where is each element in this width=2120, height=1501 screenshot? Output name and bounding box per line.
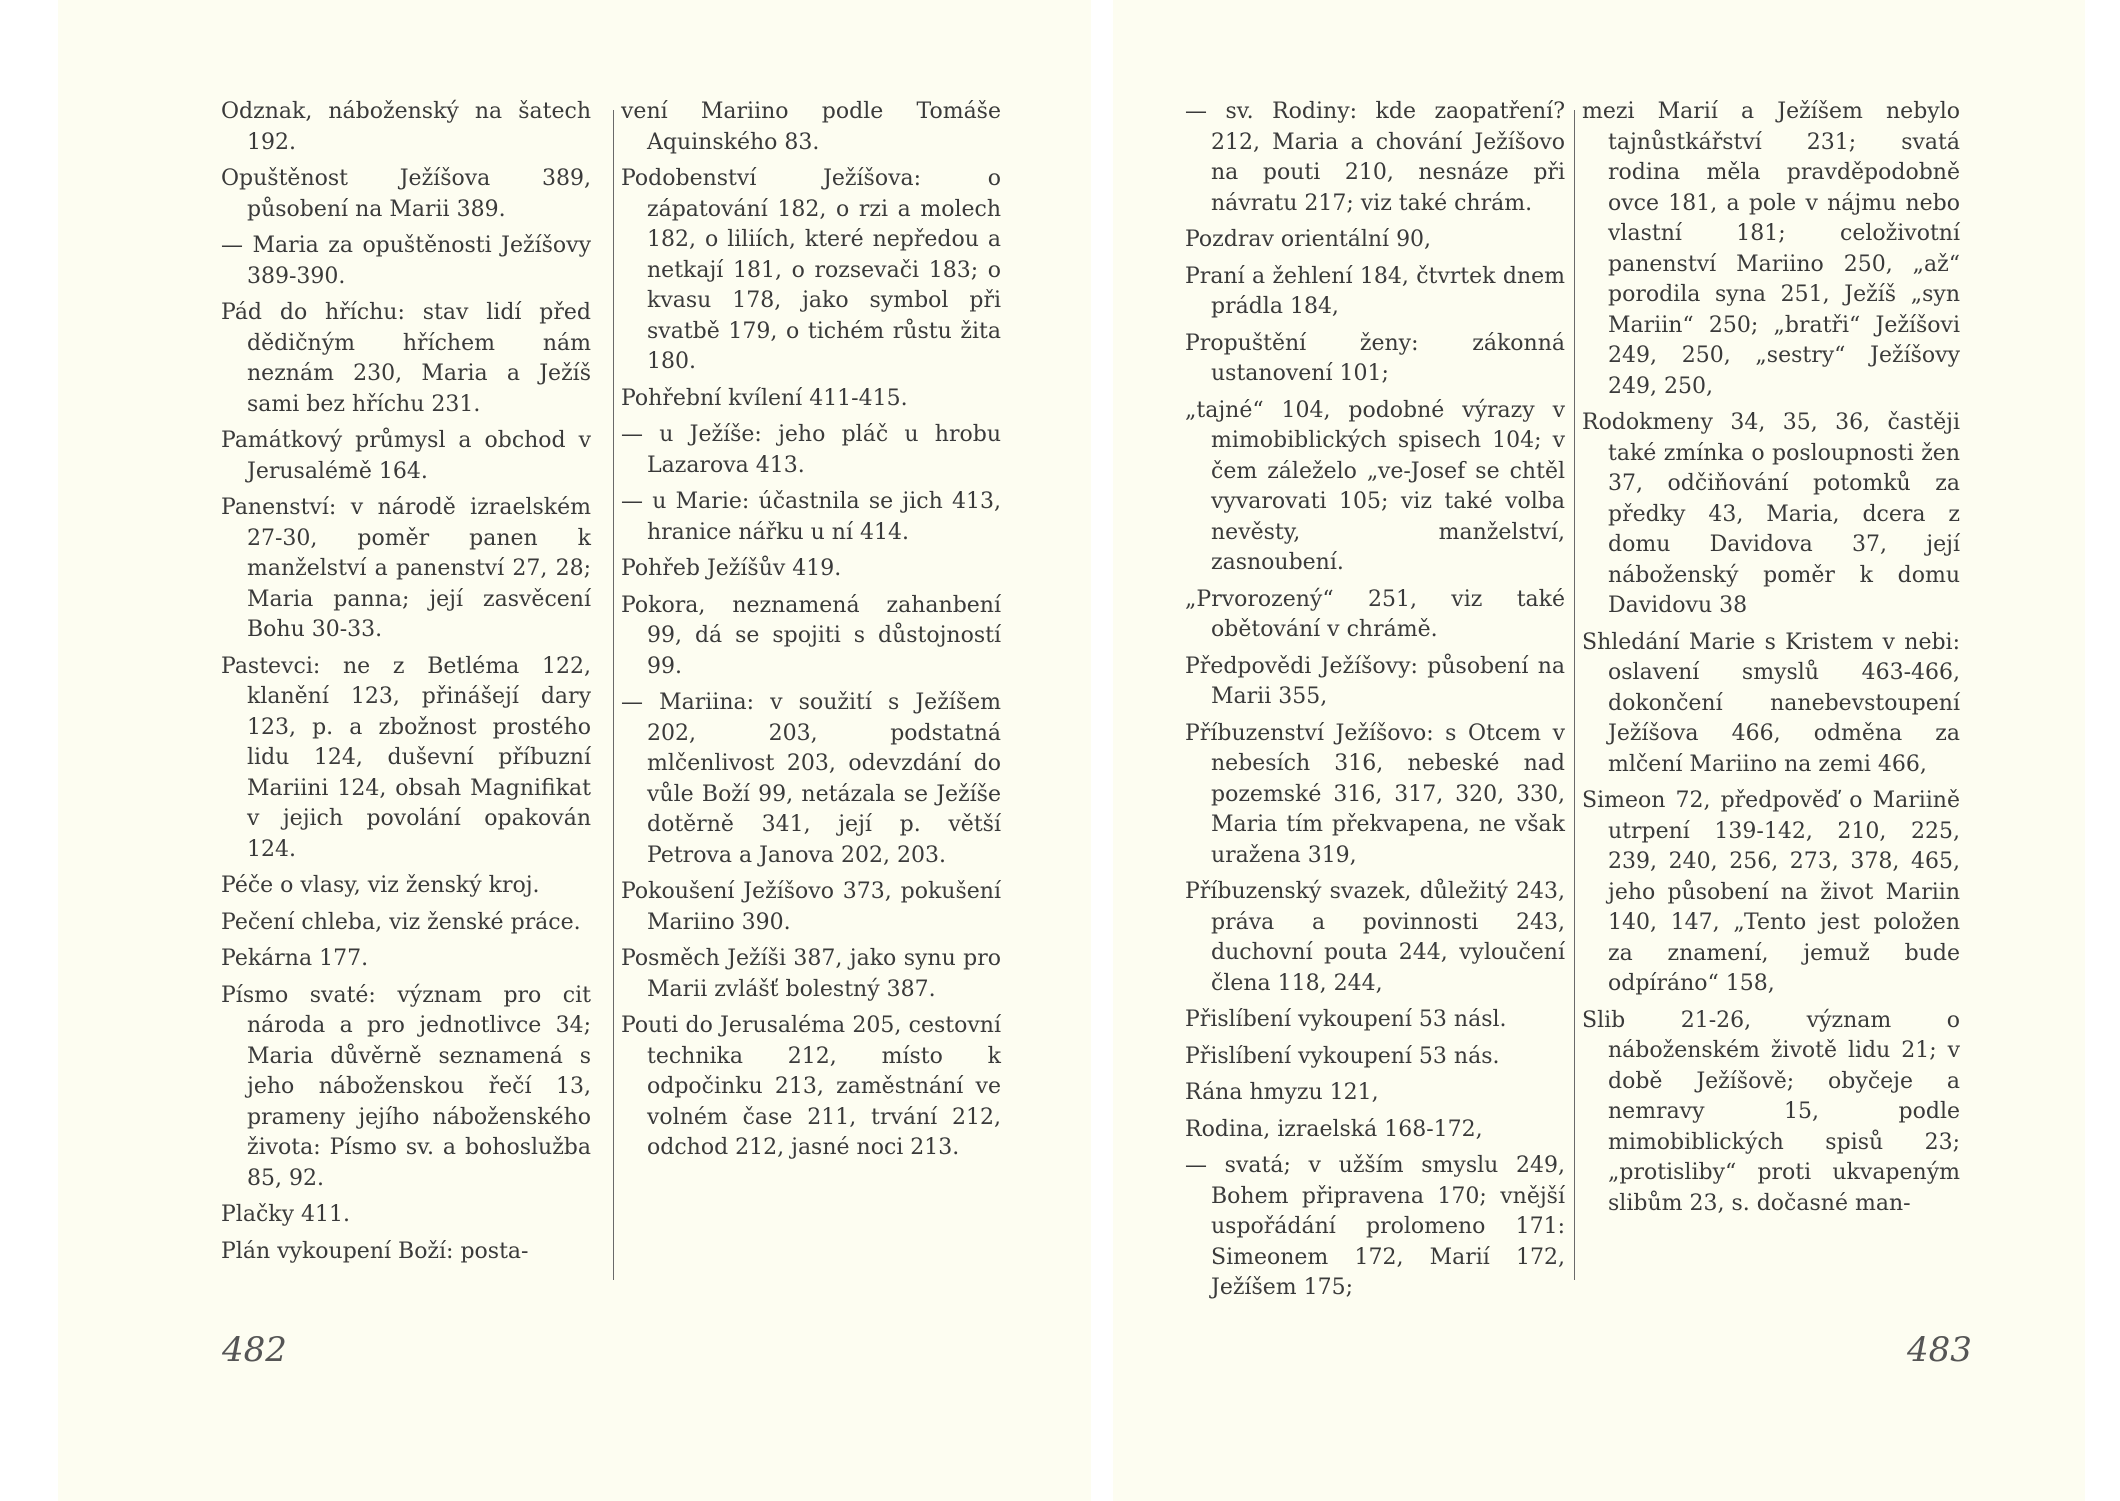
index-column-3 [1185, 97, 1565, 1310]
index-entry [221, 97, 591, 158]
index-entry-text: Podobenství Ježíšova: o zápatování 182, o rzi a molech 182, o liliích, které nepředou a netkají 181, o rozsevači 183; o kvasu 178, jako symbol při svatbě 179, o tichém růstu žita 180. [621, 166, 1001, 374]
page-number-right: 483 [1907, 1330, 1972, 1370]
index-entry [1582, 408, 1960, 622]
index-entry [221, 298, 591, 420]
index-entry [621, 97, 1001, 158]
index-entry [221, 493, 591, 646]
index-entry-text: „tajné“ 104, podobné výrazy v mimobiblických spisech 104; v čem záleželo „ve-Josef se chtěl vyvarovati 105; viz také volba nevěsty, manželství, zasnoubení. [1185, 397, 1565, 575]
index-entry-text: Panenství: v národě izraelském 27-30, poměr panen k manželství a panenství 27, 28; Maria panna; její zasvěcení Bohu 30-33. [221, 495, 591, 642]
index-entry [621, 591, 1001, 683]
index-entry [1185, 877, 1565, 999]
index-entry [1185, 1151, 1565, 1304]
index-entry [221, 1200, 591, 1231]
index-entry-text: Praní a žehlení 184, čtvrtek dnem prádla 184, [1185, 263, 1565, 319]
index-entry-text: — svatá; v užším smyslu 249, Bohem připravena 170; vnější uspořádání prolomeno 171: Simeonem 172, Marií 172, Ježíšem 175; [1185, 1153, 1565, 1300]
index-entry-text: vení Mariino podle Tomáše Aquinského 83. [621, 99, 1001, 155]
index-entry-text: Rána hmyzu 121, [1185, 1080, 1379, 1105]
index-entry-text: — Mariina: v soužití s Ježíšem 202, 203, podstatná mlčenlivost 203, odevzdání do vůle Boží 99, netázala se Ježíše dotěrně 341, její p. větší Petrova a Janova 202, 203. [621, 690, 1001, 868]
index-entry-text: Simeon 72, předpověď o Mariině utrpení 139-142, 210, 225, 239, 240, 256, 273, 378, 465, jeho působení na život Mariin 140, 147, „Tento jest položen za znamení, jemuž bude odpíráno“ 158, [1582, 788, 1960, 996]
index-entry-text: Pekárna 177. [221, 946, 369, 971]
index-entry-text: Pokora, neznamená zahanbení 99, dá se spojiti s důstojností 99. [621, 592, 1001, 679]
index-column-2 [621, 97, 1001, 1170]
index-entry [621, 877, 1001, 938]
index-entry-text: Památkový průmysl a obchod v Jerusalémě 164. [221, 428, 591, 484]
index-entry-text: Pečení chleba, viz ženské práce. [221, 909, 581, 935]
index-entry-text: Odznak, náboženský na šatech 192. [221, 99, 591, 155]
index-entry [1582, 97, 1960, 402]
index-entry-text: Pastevci: ne z Betléma 122, klanění 123, přinášejí dary 123, p. a zbožnost prostého lidu 124, duševní příbuzní Mariini 124, obsah Magnifikat v jejich povolání opakován 124. [221, 653, 591, 862]
index-entry [1185, 225, 1565, 256]
index-column-1 [221, 97, 591, 1273]
index-entry-text: Plačky 411. [221, 1202, 351, 1227]
index-entry-text: Příbuzenství Ježíšovo: s Otcem v nebesích 316, nebeské nad pozemské 316, 317, 320, 330, Maria tím překvapena, ne však uražena 319, [1185, 720, 1565, 868]
index-entry-text: Přislíbení vykoupení 53 násl. [1185, 1007, 1507, 1032]
index-entry [621, 688, 1001, 871]
index-entry-text: Přislíbení vykoupení 53 nás. [1185, 1043, 1500, 1069]
index-entry [1582, 628, 1960, 781]
index-entry [1582, 1006, 1960, 1220]
index-entry-text: Pozdrav orientální 90, [1185, 227, 1432, 252]
index-entry [221, 426, 591, 487]
index-entry [1185, 97, 1565, 219]
index-entry [221, 871, 591, 902]
index-entry [621, 384, 1001, 415]
index-entry-text: — u Marie: účastnila se jich 413, hranice nářku u ní 414. [621, 489, 1001, 545]
index-entry-text: Péče o vlasy, viz ženský kroj. [221, 873, 540, 898]
index-entry-text: Rodina, izraelská 168-172, [1185, 1116, 1483, 1142]
index-entry [621, 1011, 1001, 1164]
index-entry-text: mezi Marií a Ježíšem nebylo tajnůstkářství 231; svatá rodina měla pravděpodobně ovce 181, a pole v nájmu nebo vlastní 181; celoživotní panenství Mariino 250, „až“ porodila syna 251, Ježíš „syn Mariin“ 250; „bratři“ Ježíšovi 249, 250, „sestry“ Ježíšovy 249, 250, [1582, 99, 1960, 399]
index-entry [621, 487, 1001, 548]
index-entry-text: Propuštění ženy: zákonná ustanovení 101; [1185, 330, 1565, 386]
index-entry-text: — sv. Rodiny: kde zaopatření? 212, Maria a chování Ježíšovo na pouti 210, nesnáze při návratu 217; viz také chrám. [1185, 99, 1565, 216]
index-entry-text: Předpovědi Ježíšovy: působení na Marii 355, [1185, 653, 1565, 709]
index-entry [621, 164, 1001, 378]
index-entry [1185, 652, 1565, 713]
index-entry [221, 652, 591, 866]
index-entry-text: — u Ježíše: jeho pláč u hrobu Lazarova 413. [621, 422, 1001, 478]
index-entry [1582, 786, 1960, 1000]
column-divider-left [613, 110, 614, 1280]
index-entry [621, 944, 1001, 1005]
index-entry [1185, 1078, 1565, 1109]
index-entry-text: Rodokmeny 34, 35, 36, častěji také zmínka o posloupnosti žen 37, odčiňování potomků za předky 43, Maria, dcera z domu Davidova 37, její náboženský poměr k domu Davidovu 38 [1582, 410, 1960, 618]
index-entry [1185, 1115, 1565, 1146]
index-entry [1185, 585, 1565, 646]
index-entry [221, 908, 591, 939]
index-entry [221, 944, 591, 975]
index-entry-text: „Prvorozený“ 251, viz také obětování v chrámě. [1185, 586, 1565, 642]
index-entry [621, 420, 1001, 481]
index-entry [1185, 1005, 1565, 1036]
index-entry-text: Pohřební kvílení 411-415. [621, 385, 908, 411]
column-divider-right [1574, 110, 1575, 1280]
index-entry-text: Posměch Ježíši 387, jako synu pro Marii zvlášť bolestný 387. [621, 946, 1001, 1002]
index-entry [1185, 396, 1565, 579]
page-number-left: 482 [222, 1330, 287, 1370]
index-entry-text: Příbuzenský svazek, důležitý 243, práva a povinnosti 243, duchovní pouta 244, vyloučení člena 118, 244, [1185, 879, 1565, 996]
index-column-4 [1582, 97, 1960, 1225]
index-entry [1185, 1042, 1565, 1073]
index-entry-text: Opuštěnost Ježíšova 389, působení na Marii 389. [221, 166, 591, 222]
index-entry [221, 1237, 591, 1268]
index-entry-text: Slib 21-26, význam o náboženském životě lidu 21; v době Ježíšově; obyčeje a nemravy 15, podle mimobiblických spisů 23; „protisliby“ proti ukvapeným slibům 23, s. dočasné man- [1582, 1007, 1960, 1216]
index-entry-text: Shledání Marie s Kristem v nebi: oslavení smyslů 463-466, dokončení nanebevstoupení Ježíšova 466, odměna za mlčení Mariino na zemi 466, [1582, 629, 1960, 777]
index-entry-text: Pád do hříchu: stav lidí před dědičným hříchem nám neznám 230, Maria a Ježíš sami bez hříchu 231. [221, 300, 591, 417]
index-entry [621, 554, 1001, 585]
index-entry-text: Pokoušení Ježíšovo 373, pokušení Mariino 390. [621, 879, 1001, 935]
index-entry [1185, 719, 1565, 872]
index-entry-text: Plán vykoupení Boží: posta- [221, 1238, 529, 1264]
index-entry-text: Pouti do Jerusaléma 205, cestovní technika 212, místo k odpočinku 213, zaměstnání ve volném čase 211, trvání 212, odchod 212, jasné noci 213. [621, 1013, 1001, 1160]
index-entry [1185, 329, 1565, 390]
index-entry-text: Pohřeb Ježíšův 419. [621, 556, 842, 581]
index-entry [221, 164, 591, 225]
index-entry [221, 231, 591, 292]
index-entry [221, 981, 591, 1195]
index-entry-text: Písmo svaté: význam pro cit národa a pro jednotlivce 34; Maria důvěrně seznamená s jeho náboženskou řečí 13, prameny jejího náboženského života: Písmo sv. a bohoslužba 85, 92. [221, 982, 591, 1191]
index-entry-text: — Maria za opuštěnosti Ježíšovy 389-390. [221, 233, 591, 289]
index-entry [1185, 262, 1565, 323]
